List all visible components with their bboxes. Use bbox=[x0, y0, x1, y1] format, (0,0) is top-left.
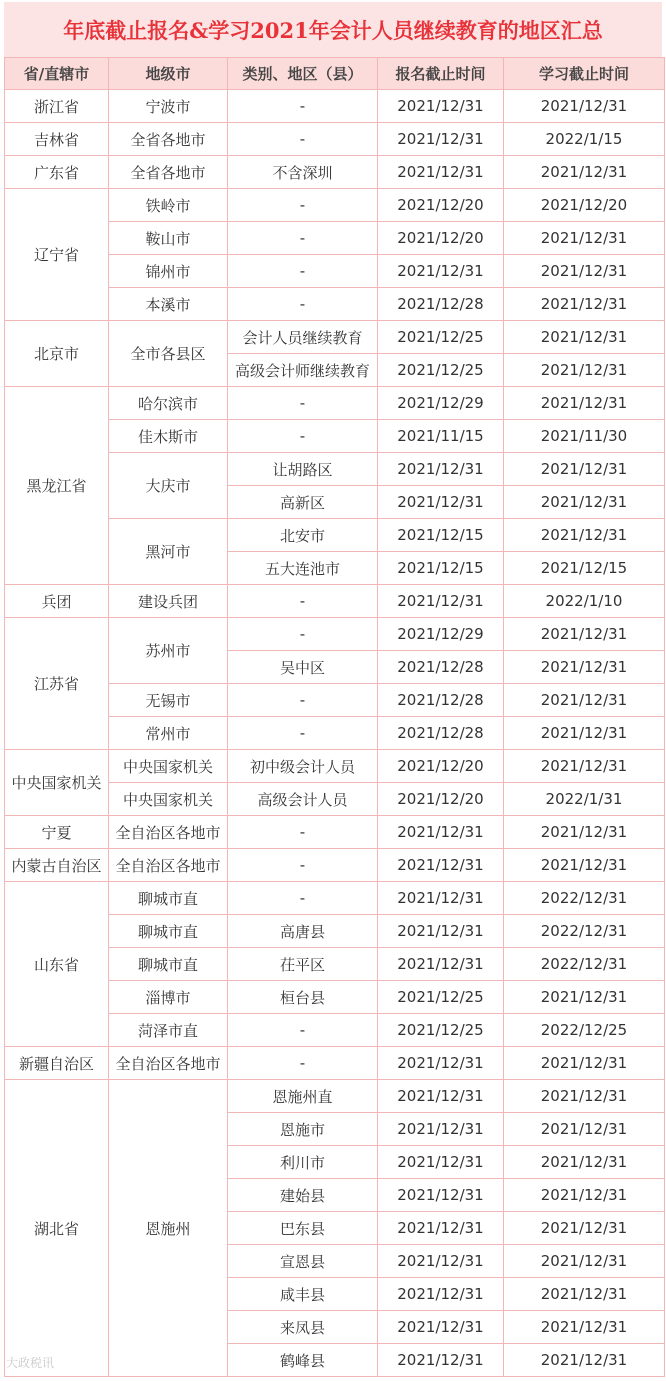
study-deadline-cell: 2021/12/31 bbox=[504, 255, 665, 288]
header-study-deadline: 学习截止时间 bbox=[504, 58, 665, 90]
table-row bbox=[5, 189, 665, 222]
study-deadline-cell: 2021/12/31 bbox=[504, 1047, 665, 1080]
province-cell: 湖北省 bbox=[5, 1080, 109, 1377]
study-deadline-cell: 2021/12/31 bbox=[504, 1113, 665, 1146]
registration-deadline-cell: 2021/12/31 bbox=[378, 1344, 504, 1377]
registration-deadline-cell: 2021/12/31 bbox=[378, 1212, 504, 1245]
study-deadline-cell: 2021/12/31 bbox=[504, 486, 665, 519]
category-cell: 恩施州直 bbox=[228, 1080, 378, 1113]
table-row bbox=[5, 585, 665, 618]
study-deadline-cell: 2021/12/31 bbox=[504, 1278, 665, 1311]
city-cell: 本溪市 bbox=[109, 288, 228, 321]
city-cell: 苏州市 bbox=[109, 618, 228, 684]
registration-deadline-cell: 2021/12/31 bbox=[378, 585, 504, 618]
study-deadline-cell: 2021/12/31 bbox=[504, 816, 665, 849]
registration-deadline-cell: 2021/12/29 bbox=[378, 618, 504, 651]
registration-deadline-cell: 2021/12/31 bbox=[378, 1179, 504, 1212]
study-deadline-cell: 2021/12/31 bbox=[504, 1179, 665, 1212]
category-cell: - bbox=[228, 684, 378, 717]
registration-deadline-cell: 2021/11/15 bbox=[378, 420, 504, 453]
table-header-row bbox=[5, 58, 665, 90]
registration-deadline-cell: 2021/12/31 bbox=[378, 816, 504, 849]
registration-deadline-cell: 2021/12/31 bbox=[378, 915, 504, 948]
category-cell: - bbox=[228, 123, 378, 156]
category-cell: - bbox=[228, 1014, 378, 1047]
registration-deadline-cell: 2021/12/31 bbox=[378, 1311, 504, 1344]
category-cell: - bbox=[228, 420, 378, 453]
city-cell: 大庆市 bbox=[109, 453, 228, 519]
category-cell: - bbox=[228, 288, 378, 321]
city-cell: 中央国家机关 bbox=[109, 750, 228, 783]
category-cell: 咸丰县 bbox=[228, 1278, 378, 1311]
study-deadline-cell: 2021/12/31 bbox=[504, 750, 665, 783]
table-row bbox=[5, 90, 665, 123]
city-cell: 全自治区各地市 bbox=[109, 816, 228, 849]
category-cell: - bbox=[228, 387, 378, 420]
registration-deadline-cell: 2021/12/15 bbox=[378, 552, 504, 585]
category-cell: 宣恩县 bbox=[228, 1245, 378, 1278]
registration-deadline-cell: 2021/12/31 bbox=[378, 882, 504, 915]
study-deadline-cell: 2021/12/20 bbox=[504, 189, 665, 222]
city-cell: 全自治区各地市 bbox=[109, 1047, 228, 1080]
registration-deadline-cell: 2021/12/31 bbox=[378, 486, 504, 519]
city-cell: 铁岭市 bbox=[109, 189, 228, 222]
study-deadline-cell: 2022/12/31 bbox=[504, 915, 665, 948]
study-deadline-cell: 2021/12/31 bbox=[504, 156, 665, 189]
city-cell: 菏泽市直 bbox=[109, 1014, 228, 1047]
province-cell: 北京市 bbox=[5, 321, 109, 387]
category-cell: 吴中区 bbox=[228, 651, 378, 684]
study-deadline-cell: 2021/12/31 bbox=[504, 717, 665, 750]
category-cell: 不含深圳 bbox=[228, 156, 378, 189]
city-cell: 黑河市 bbox=[109, 519, 228, 585]
registration-deadline-cell: 2021/12/29 bbox=[378, 387, 504, 420]
study-deadline-cell: 2021/12/31 bbox=[504, 1212, 665, 1245]
study-deadline-cell: 2021/12/31 bbox=[504, 387, 665, 420]
category-cell: 北安市 bbox=[228, 519, 378, 552]
registration-deadline-cell: 2021/12/20 bbox=[378, 750, 504, 783]
city-cell: 鞍山市 bbox=[109, 222, 228, 255]
city-cell: 聊城市直 bbox=[109, 948, 228, 981]
category-cell: 让胡路区 bbox=[228, 453, 378, 486]
registration-deadline-cell: 2021/12/25 bbox=[378, 1014, 504, 1047]
study-deadline-cell: 2021/12/31 bbox=[504, 1245, 665, 1278]
province-cell: 吉林省 bbox=[5, 123, 109, 156]
province-cell: 兵团 bbox=[5, 585, 109, 618]
header-category: 类别、地区（县） bbox=[228, 58, 378, 90]
study-deadline-cell: 2021/12/31 bbox=[504, 90, 665, 123]
category-cell: 利川市 bbox=[228, 1146, 378, 1179]
category-cell: 初中级会计人员 bbox=[228, 750, 378, 783]
study-deadline-cell: 2021/12/31 bbox=[504, 1344, 665, 1377]
city-cell: 淄博市 bbox=[109, 981, 228, 1014]
study-deadline-cell: 2021/12/31 bbox=[504, 618, 665, 651]
registration-deadline-cell: 2021/12/20 bbox=[378, 222, 504, 255]
table-row bbox=[5, 387, 665, 420]
registration-deadline-cell: 2021/12/20 bbox=[378, 783, 504, 816]
city-cell: 佳木斯市 bbox=[109, 420, 228, 453]
category-cell: 恩施市 bbox=[228, 1113, 378, 1146]
deadline-table bbox=[4, 57, 665, 1377]
category-cell: 茌平区 bbox=[228, 948, 378, 981]
city-cell: 建设兵团 bbox=[109, 585, 228, 618]
city-cell: 常州市 bbox=[109, 717, 228, 750]
registration-deadline-cell: 2021/12/28 bbox=[378, 288, 504, 321]
registration-deadline-cell: 2021/12/15 bbox=[378, 519, 504, 552]
study-deadline-cell: 2021/12/31 bbox=[504, 651, 665, 684]
province-cell: 江苏省 bbox=[5, 618, 109, 750]
category-cell: 会计人员继续教育 bbox=[228, 321, 378, 354]
category-cell: 鹤峰县 bbox=[228, 1344, 378, 1377]
category-cell: 巴东县 bbox=[228, 1212, 378, 1245]
registration-deadline-cell: 2021/12/31 bbox=[378, 90, 504, 123]
category-cell: - bbox=[228, 849, 378, 882]
table-row bbox=[5, 156, 665, 189]
registration-deadline-cell: 2021/12/31 bbox=[378, 453, 504, 486]
city-cell: 宁波市 bbox=[109, 90, 228, 123]
study-deadline-cell: 2021/12/31 bbox=[504, 981, 665, 1014]
table-row bbox=[5, 123, 665, 156]
registration-deadline-cell: 2021/12/28 bbox=[378, 717, 504, 750]
category-cell: - bbox=[228, 717, 378, 750]
registration-deadline-cell: 2021/12/31 bbox=[378, 1047, 504, 1080]
province-cell: 浙江省 bbox=[5, 90, 109, 123]
province-cell: 黑龙江省 bbox=[5, 387, 109, 585]
city-cell: 全自治区各地市 bbox=[109, 849, 228, 882]
study-deadline-cell: 2022/12/31 bbox=[504, 882, 665, 915]
category-cell: - bbox=[228, 255, 378, 288]
registration-deadline-cell: 2021/12/31 bbox=[378, 1080, 504, 1113]
province-cell: 辽宁省 bbox=[5, 189, 109, 321]
registration-deadline-cell: 2021/12/25 bbox=[378, 354, 504, 387]
table-row bbox=[5, 882, 665, 915]
province-cell: 广东省 bbox=[5, 156, 109, 189]
study-deadline-cell: 2022/1/10 bbox=[504, 585, 665, 618]
category-cell: - bbox=[228, 585, 378, 618]
category-cell: 高唐县 bbox=[228, 915, 378, 948]
study-deadline-cell: 2021/12/31 bbox=[504, 453, 665, 486]
study-deadline-cell: 2021/12/31 bbox=[504, 288, 665, 321]
registration-deadline-cell: 2021/12/31 bbox=[378, 156, 504, 189]
study-deadline-cell: 2021/12/31 bbox=[504, 684, 665, 717]
watermark: 大政税讯 bbox=[6, 1356, 55, 1370]
registration-deadline-cell: 2021/12/31 bbox=[378, 1278, 504, 1311]
registration-deadline-cell: 2021/12/25 bbox=[378, 321, 504, 354]
registration-deadline-cell: 2021/12/31 bbox=[378, 1245, 504, 1278]
study-deadline-cell: 2021/12/31 bbox=[504, 222, 665, 255]
province-cell: 山东省 bbox=[5, 882, 109, 1047]
study-deadline-cell: 2021/12/31 bbox=[504, 1080, 665, 1113]
page-title: 年底截止报名&学习2021年会计人员继续教育的地区汇总 bbox=[4, 2, 662, 57]
table-row bbox=[5, 1047, 665, 1080]
city-cell: 全省各地市 bbox=[109, 123, 228, 156]
category-cell: - bbox=[228, 816, 378, 849]
province-cell: 内蒙古自治区 bbox=[5, 849, 109, 882]
category-cell: 高级会计师继续教育 bbox=[228, 354, 378, 387]
study-deadline-cell: 2021/12/31 bbox=[504, 1146, 665, 1179]
study-deadline-cell: 2022/1/31 bbox=[504, 783, 665, 816]
study-deadline-cell: 2021/12/15 bbox=[504, 552, 665, 585]
registration-deadline-cell: 2021/12/31 bbox=[378, 1113, 504, 1146]
city-cell: 哈尔滨市 bbox=[109, 387, 228, 420]
city-cell: 恩施州 bbox=[109, 1080, 228, 1377]
registration-deadline-cell: 2021/12/31 bbox=[378, 255, 504, 288]
city-cell: 中央国家机关 bbox=[109, 783, 228, 816]
city-cell: 全省各地市 bbox=[109, 156, 228, 189]
header-registration-deadline: 报名截止时间 bbox=[378, 58, 504, 90]
table-row bbox=[5, 1080, 665, 1113]
category-cell: 来凤县 bbox=[228, 1311, 378, 1344]
category-cell: 建始县 bbox=[228, 1179, 378, 1212]
category-cell: 桓台县 bbox=[228, 981, 378, 1014]
study-deadline-cell: 2021/12/31 bbox=[504, 519, 665, 552]
study-deadline-cell: 2021/12/31 bbox=[504, 354, 665, 387]
registration-deadline-cell: 2021/12/31 bbox=[378, 123, 504, 156]
study-deadline-cell: 2022/1/15 bbox=[504, 123, 665, 156]
category-cell: 高新区 bbox=[228, 486, 378, 519]
city-cell: 锦州市 bbox=[109, 255, 228, 288]
category-cell: - bbox=[228, 90, 378, 123]
category-cell: - bbox=[228, 882, 378, 915]
category-cell: 高级会计人员 bbox=[228, 783, 378, 816]
registration-deadline-cell: 2021/12/20 bbox=[378, 189, 504, 222]
city-cell: 无锡市 bbox=[109, 684, 228, 717]
table-row bbox=[5, 618, 665, 651]
registration-deadline-cell: 2021/12/25 bbox=[378, 981, 504, 1014]
table-row bbox=[5, 849, 665, 882]
registration-deadline-cell: 2021/12/31 bbox=[378, 948, 504, 981]
study-deadline-cell: 2021/12/31 bbox=[504, 1311, 665, 1344]
province-cell: 宁夏 bbox=[5, 816, 109, 849]
study-deadline-cell: 2021/12/31 bbox=[504, 321, 665, 354]
registration-deadline-cell: 2021/12/28 bbox=[378, 651, 504, 684]
category-cell: 五大连池市 bbox=[228, 552, 378, 585]
category-cell: - bbox=[228, 222, 378, 255]
study-deadline-cell: 2022/12/25 bbox=[504, 1014, 665, 1047]
registration-deadline-cell: 2021/12/31 bbox=[378, 1146, 504, 1179]
header-province: 省/直辖市 bbox=[5, 58, 109, 90]
province-cell: 新疆自治区 bbox=[5, 1047, 109, 1080]
city-cell: 全市各县区 bbox=[109, 321, 228, 387]
category-cell: - bbox=[228, 1047, 378, 1080]
category-cell: - bbox=[228, 189, 378, 222]
category-cell: - bbox=[228, 618, 378, 651]
study-deadline-cell: 2022/12/31 bbox=[504, 948, 665, 981]
city-cell: 聊城市直 bbox=[109, 882, 228, 915]
city-cell: 聊城市直 bbox=[109, 915, 228, 948]
study-deadline-cell: 2021/11/30 bbox=[504, 420, 665, 453]
registration-deadline-cell: 2021/12/31 bbox=[378, 849, 504, 882]
registration-deadline-cell: 2021/12/28 bbox=[378, 684, 504, 717]
table-row bbox=[5, 750, 665, 783]
header-city: 地级市 bbox=[109, 58, 228, 90]
study-deadline-cell: 2021/12/31 bbox=[504, 849, 665, 882]
table-row bbox=[5, 321, 665, 354]
table-body bbox=[5, 90, 665, 1377]
table-row bbox=[5, 816, 665, 849]
province-cell: 中央国家机关 bbox=[5, 750, 109, 816]
